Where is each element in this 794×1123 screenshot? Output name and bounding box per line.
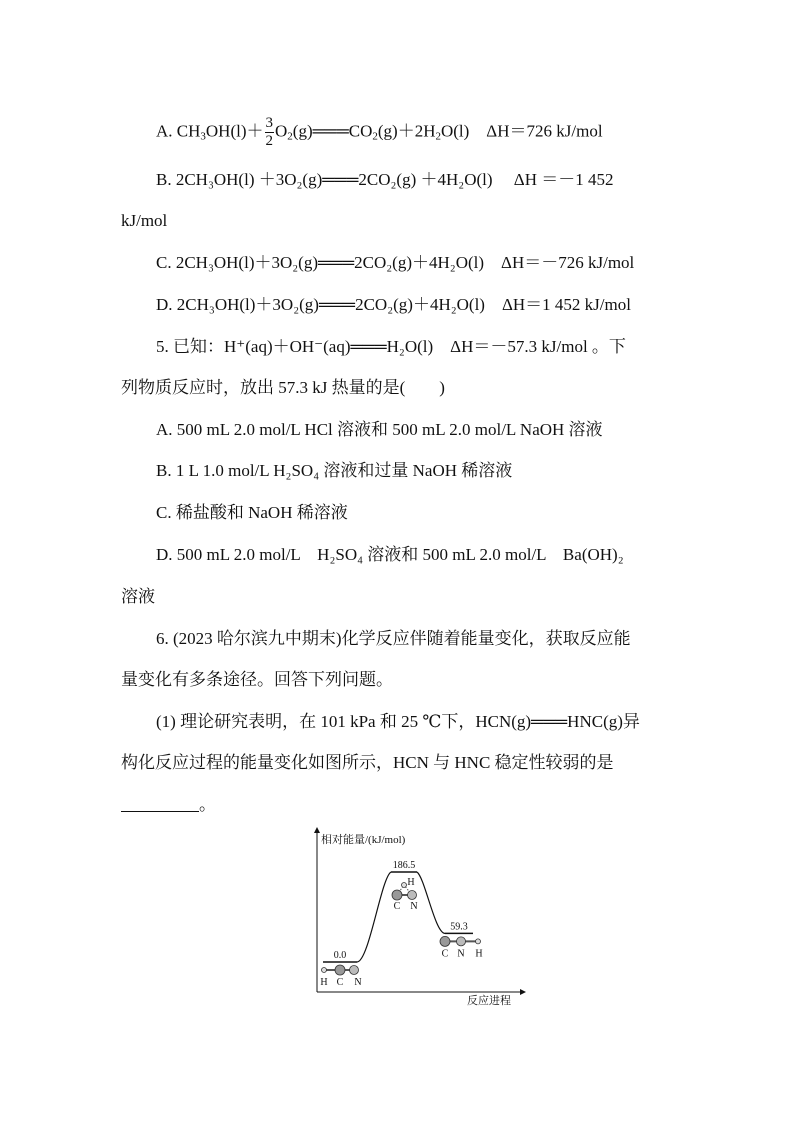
q6-part1-line2: 构化反应过程的能量变化如图所示，HCN 与 HNC 稳定性较弱的是: [121, 753, 614, 772]
energy-value-label-1: 186.5: [392, 860, 416, 871]
atom-label-c: C: [336, 977, 344, 988]
atom-h: [476, 939, 481, 944]
atom-h: [402, 883, 407, 888]
atom-c: [335, 965, 345, 975]
q5-option-d-line2: 溶液: [121, 587, 155, 606]
x-axis-label: 反应进程: [467, 995, 511, 1007]
atom-label-n: N: [457, 948, 465, 960]
q5-option-b: B. 1 L 1.0 mol/L H₂SO₄ 溶液和过量 NaOH 稀溶液: [156, 461, 513, 480]
energy-value-label-0: 0.0: [333, 950, 347, 961]
atom-h: [322, 968, 327, 973]
atom-label-h: H: [407, 877, 415, 888]
q4-option-c: C. 2CH₃OH(l)＋3O₂(g)═══2CO₂(g)＋4H₂O(l) ΔH＝－726 kJ/mol: [156, 253, 635, 272]
atom-c: [392, 890, 402, 900]
energy-profile: [320, 860, 482, 988]
q5-option-c: C. 稀盐酸和 NaOH 稀溶液: [156, 503, 348, 522]
q6-stem-line1: 6. (2023 哈尔滨九中期末)化学反应伴随着能量变化，获取反应能: [156, 629, 631, 648]
atom-label-c: C: [393, 901, 401, 912]
q6-stem-line2: 量变化有多条途径。回答下列问题。: [121, 670, 393, 689]
atom-n: [408, 891, 417, 900]
energy-value-label-2: 59.3: [450, 921, 468, 933]
atom-n: [457, 937, 466, 946]
answer-blank[interactable]: [121, 793, 199, 812]
atom-label-h: H: [320, 977, 328, 988]
atom-label-c: C: [441, 948, 449, 960]
q5-stem-line2: 列物质反应时，放出 57.3 kJ 热量的是( ): [121, 378, 445, 397]
q4-option-b-line2: kJ/mol: [121, 211, 168, 230]
q6-part1-line1: (1) 理论研究表明，在 101 kPa 和 25 ℃下，HCN(g)═══HNC(g)异: [156, 712, 640, 731]
y-axis-label: 相对能量/(kJ/mol): [321, 834, 406, 846]
energy-profile-chart: [305, 826, 530, 1011]
atom-label-n: N: [410, 901, 418, 912]
atom-n: [350, 966, 359, 975]
atom-label-h: H: [475, 948, 483, 960]
q5-option-d-line1: D. 500 mL 2.0 mol/L H₂SO₄ 溶液和 500 mL 2.0 mol/L Ba(OH)₂: [156, 545, 624, 564]
q5-option-a: A. 500 mL 2.0 mol/L HCl 溶液和 500 mL 2.0 mol/L NaOH 溶液: [156, 420, 603, 439]
q4-option-d: D. 2CH₃OH(l)＋3O₂(g)═══2CO₂(g)＋4H₂O(l) ΔH＝1 452 kJ/mol: [156, 295, 631, 314]
fraction-three-halves: $\frac{3}{2}$: [265, 115, 274, 149]
atom-c: [440, 936, 450, 946]
q4-option-a: A. $CH_3OH(l)+$ $\frac{3}{2}$ $O_2(g)═══CO_2(g)+2H_2O(l)$ ΔH＝726 kJ/mol: [156, 115, 603, 149]
profile-curve: [357, 872, 445, 962]
q6-part1-answer-line: 。: [121, 793, 216, 817]
q4-option-b-line1: B. 2CH₃OH(l) ＋3O₂(g)═══2CO₂(g) ＋4H₂O(l) ΔH ＝－1 452: [156, 170, 614, 189]
q5-stem-line1: 5. 已知：H⁺(aq)＋OH⁻(aq)═══H₂O(l) ΔH＝－57.3 kJ/mol 。下: [156, 337, 626, 356]
atom-label-n: N: [354, 977, 362, 988]
